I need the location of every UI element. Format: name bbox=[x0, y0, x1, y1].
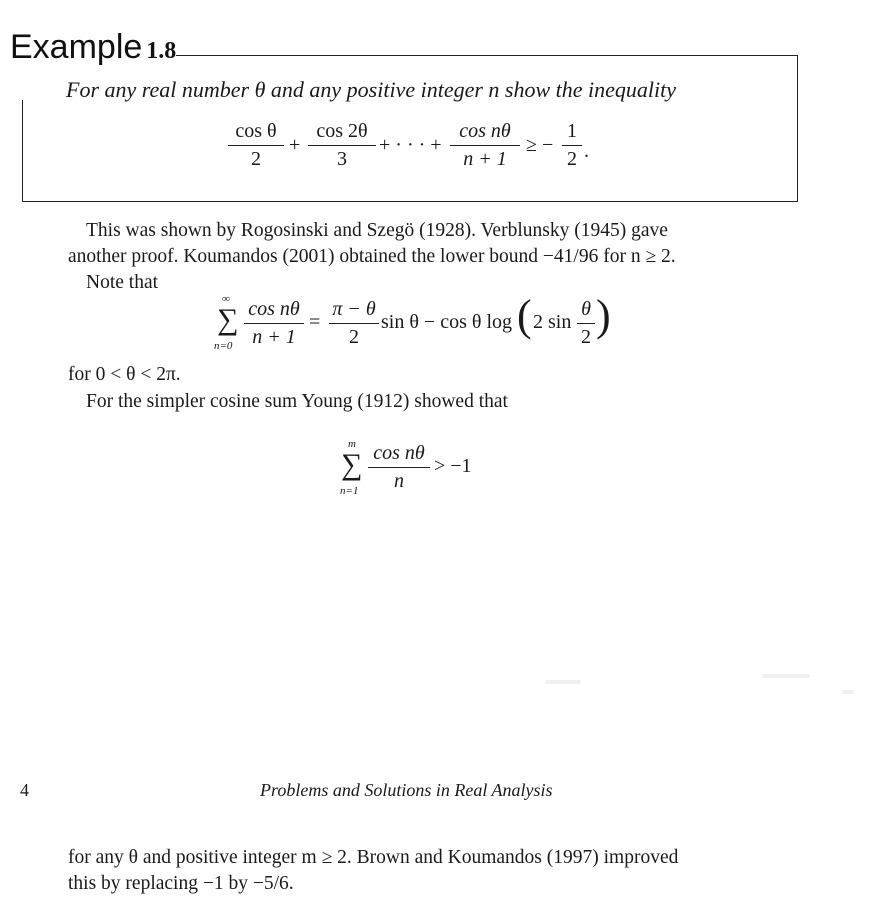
period: . bbox=[584, 140, 589, 162]
geq-minus: ≥ − bbox=[526, 134, 554, 156]
ellipsis-sum: + · · · + bbox=[379, 134, 442, 156]
example-number: 1.8 bbox=[146, 38, 177, 64]
sum-upper-limit: m bbox=[348, 438, 356, 450]
fraction-cos-2theta-over-3: $\frac{\cos 2\theta}{3}$ bbox=[308, 120, 376, 170]
sum-lower-limit: n=0 bbox=[214, 340, 233, 352]
summation-sign: ∑ bbox=[217, 303, 239, 336]
box-left-rule bbox=[22, 100, 23, 202]
page-number: 4 bbox=[20, 780, 29, 800]
fraction-one-half: $\frac{1}{2}$ bbox=[562, 120, 582, 170]
two-sin-term: 2 sin bbox=[533, 311, 572, 333]
greater-than-minus-one: > −1 bbox=[434, 455, 472, 477]
fraction-cos-ntheta-over-n: $\frac{\text{cos nθ}}{n}$ bbox=[368, 442, 430, 492]
box-right-rule bbox=[797, 55, 798, 202]
paragraph-3-line-2: this by replacing −1 by −5/6. bbox=[68, 873, 294, 894]
paragraph-1-line-1: This was shown by Rogosinski and Szegö (1928). Verblunsky (1945) gave bbox=[86, 220, 668, 241]
sum-lower-limit: n=1 bbox=[340, 485, 359, 497]
example-word: Example bbox=[10, 28, 143, 66]
book-title-footer: Problems and Solutions in Real Analysis bbox=[260, 780, 553, 800]
fraction-cos-ntheta-over-n-plus-1: $\frac{\text{cos nθ}}{n + 1}$ bbox=[244, 298, 304, 348]
right-parenthesis: ) bbox=[596, 291, 611, 340]
scan-smudge bbox=[842, 690, 854, 694]
problem-statement: For any real number θ and any positive integer n show the inequality bbox=[66, 77, 677, 102]
sum-upper-limit: ∞ bbox=[222, 293, 230, 305]
box-bottom-rule bbox=[22, 201, 798, 202]
scan-smudge bbox=[545, 680, 581, 684]
fraction-pi-minus-theta-over-2: $\frac{\pi - \theta}{2}$ bbox=[329, 298, 379, 348]
example-heading bbox=[10, 28, 176, 67]
summation-sign: ∑ bbox=[341, 448, 363, 481]
left-parenthesis: ( bbox=[517, 291, 532, 340]
paragraph-2: For the simpler cosine sum Young (1912) showed that bbox=[86, 391, 508, 412]
fraction-cos-theta-over-2: $\frac{\text{cos θ}}{2}$ bbox=[228, 120, 284, 170]
scan-smudge bbox=[762, 674, 810, 678]
sin-cos-log-term: sin θ − cos θ log bbox=[381, 311, 512, 333]
box-top-rule bbox=[176, 55, 798, 56]
plus-sign: + bbox=[289, 134, 301, 156]
equals-sign: = bbox=[309, 311, 321, 333]
paragraph-3-line-1: for any θ and positive integer m ≥ 2. Brown and Koumandos (1997) improved bbox=[68, 847, 679, 868]
paragraph-1-line-2: another proof. Koumandos (2001) obtained the lower bound −41/96 for n ≥ 2. bbox=[68, 246, 676, 267]
fraction-theta-over-2: $\frac{\theta}{2}$ bbox=[577, 298, 595, 348]
paragraph-1-line-3: Note that bbox=[86, 272, 159, 293]
fraction-cos-ntheta-over-n-plus-1: $\frac{\text{cos nθ}}{n + 1}$ bbox=[450, 120, 520, 170]
theta-range-line: for 0 < θ < 2π. bbox=[68, 364, 181, 385]
